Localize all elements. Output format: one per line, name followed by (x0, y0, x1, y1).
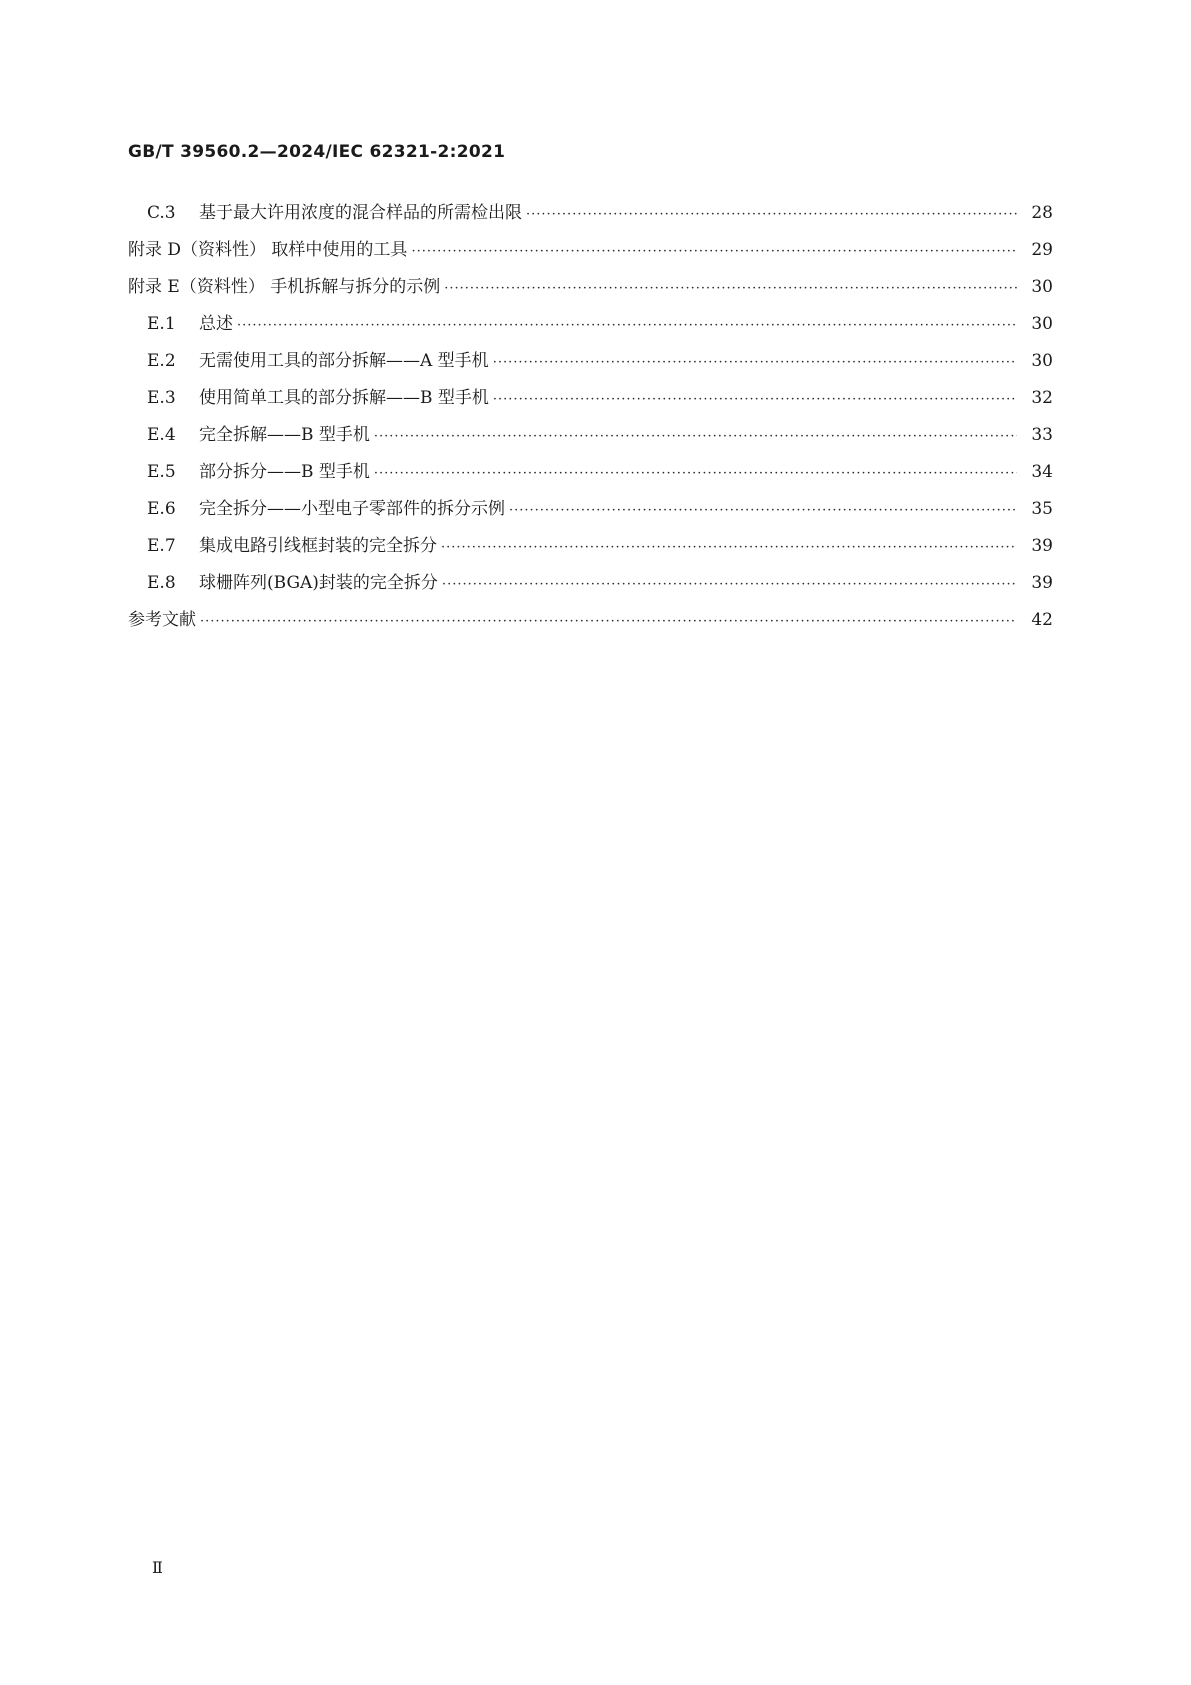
toc-entry-page: 34 (1031, 462, 1053, 482)
toc-entry-title: 使用简单工具的部分拆解——B 型手机 (199, 388, 489, 408)
toc-entry-title: 球栅阵列(BGA)封装的完全拆分 (199, 573, 438, 593)
toc-leader-dots (237, 307, 1017, 344)
toc-entry-appendix-d[interactable] (128, 232, 1053, 269)
toc-leader-dots (493, 381, 1017, 418)
toc-leader-dots (374, 418, 1017, 455)
toc-entry-appendix-e[interactable] (128, 269, 1053, 306)
toc-entry-title: 附录 E（资料性） 手机拆解与拆分的示例 (128, 277, 441, 297)
toc-entry-e8[interactable] (128, 565, 1053, 602)
toc-entry-page: 30 (1031, 277, 1053, 297)
toc-entry-bibliography[interactable] (128, 602, 1053, 639)
toc-entry-page: 30 (1031, 351, 1053, 371)
toc-entry-number: E.5 (147, 462, 176, 482)
toc-entry-e5[interactable] (128, 454, 1053, 491)
toc-entry-number: E.4 (147, 425, 176, 445)
toc-entry-title: 集成电路引线框封装的完全拆分 (199, 536, 437, 556)
toc-entry-page: 30 (1031, 314, 1053, 334)
toc-leader-dots (509, 492, 1017, 529)
toc-entry-c3[interactable] (128, 195, 1053, 232)
table-of-contents (128, 195, 1053, 639)
toc-entry-number: E.6 (147, 499, 176, 519)
toc-entry-title: 参考文献 (128, 610, 196, 630)
toc-leader-dots (444, 270, 1017, 307)
toc-entry-page: 32 (1031, 388, 1053, 408)
toc-entry-title: 部分拆分——B 型手机 (199, 462, 370, 482)
toc-entry-page: 33 (1031, 425, 1053, 445)
toc-entry-number: C.3 (147, 203, 176, 223)
toc-leader-dots (493, 344, 1017, 381)
toc-leader-dots (442, 566, 1017, 603)
toc-entry-e4[interactable] (128, 417, 1053, 454)
toc-entry-number: E.3 (147, 388, 176, 408)
toc-entry-e7[interactable] (128, 528, 1053, 565)
toc-entry-number: E.1 (147, 314, 176, 334)
toc-leader-dots (200, 603, 1017, 640)
page-number: Ⅱ (152, 1558, 163, 1577)
toc-entry-e6[interactable] (128, 491, 1053, 528)
toc-leader-dots (526, 196, 1017, 233)
toc-entry-page: 35 (1031, 499, 1053, 519)
toc-entry-title: 附录 D（资料性） 取样中使用的工具 (128, 240, 408, 260)
toc-entry-page: 39 (1031, 536, 1053, 556)
toc-entry-number: E.7 (147, 536, 176, 556)
toc-entry-page: 42 (1031, 610, 1053, 630)
toc-entry-page: 28 (1031, 203, 1053, 223)
toc-entry-page: 39 (1031, 573, 1053, 593)
toc-entry-e1[interactable] (128, 306, 1053, 343)
toc-entry-e2[interactable] (128, 343, 1053, 380)
toc-entry-e3[interactable] (128, 380, 1053, 417)
toc-leader-dots (374, 455, 1017, 492)
toc-entry-title: 基于最大许用浓度的混合样品的所需检出限 (199, 203, 522, 223)
standard-code-header: GB/T 39560.2—2024/IEC 62321-2:2021 (128, 142, 506, 162)
toc-entry-title: 无需使用工具的部分拆解——A 型手机 (199, 351, 489, 371)
toc-leader-dots (441, 529, 1017, 566)
toc-entry-title: 完全拆解——B 型手机 (199, 425, 370, 445)
toc-entry-number: E.8 (147, 573, 176, 593)
toc-entry-number: E.2 (147, 351, 176, 371)
toc-leader-dots (411, 233, 1017, 270)
toc-entry-title: 总述 (199, 314, 233, 334)
toc-entry-page: 29 (1031, 240, 1053, 260)
toc-entry-title: 完全拆分——小型电子零部件的拆分示例 (199, 499, 505, 519)
